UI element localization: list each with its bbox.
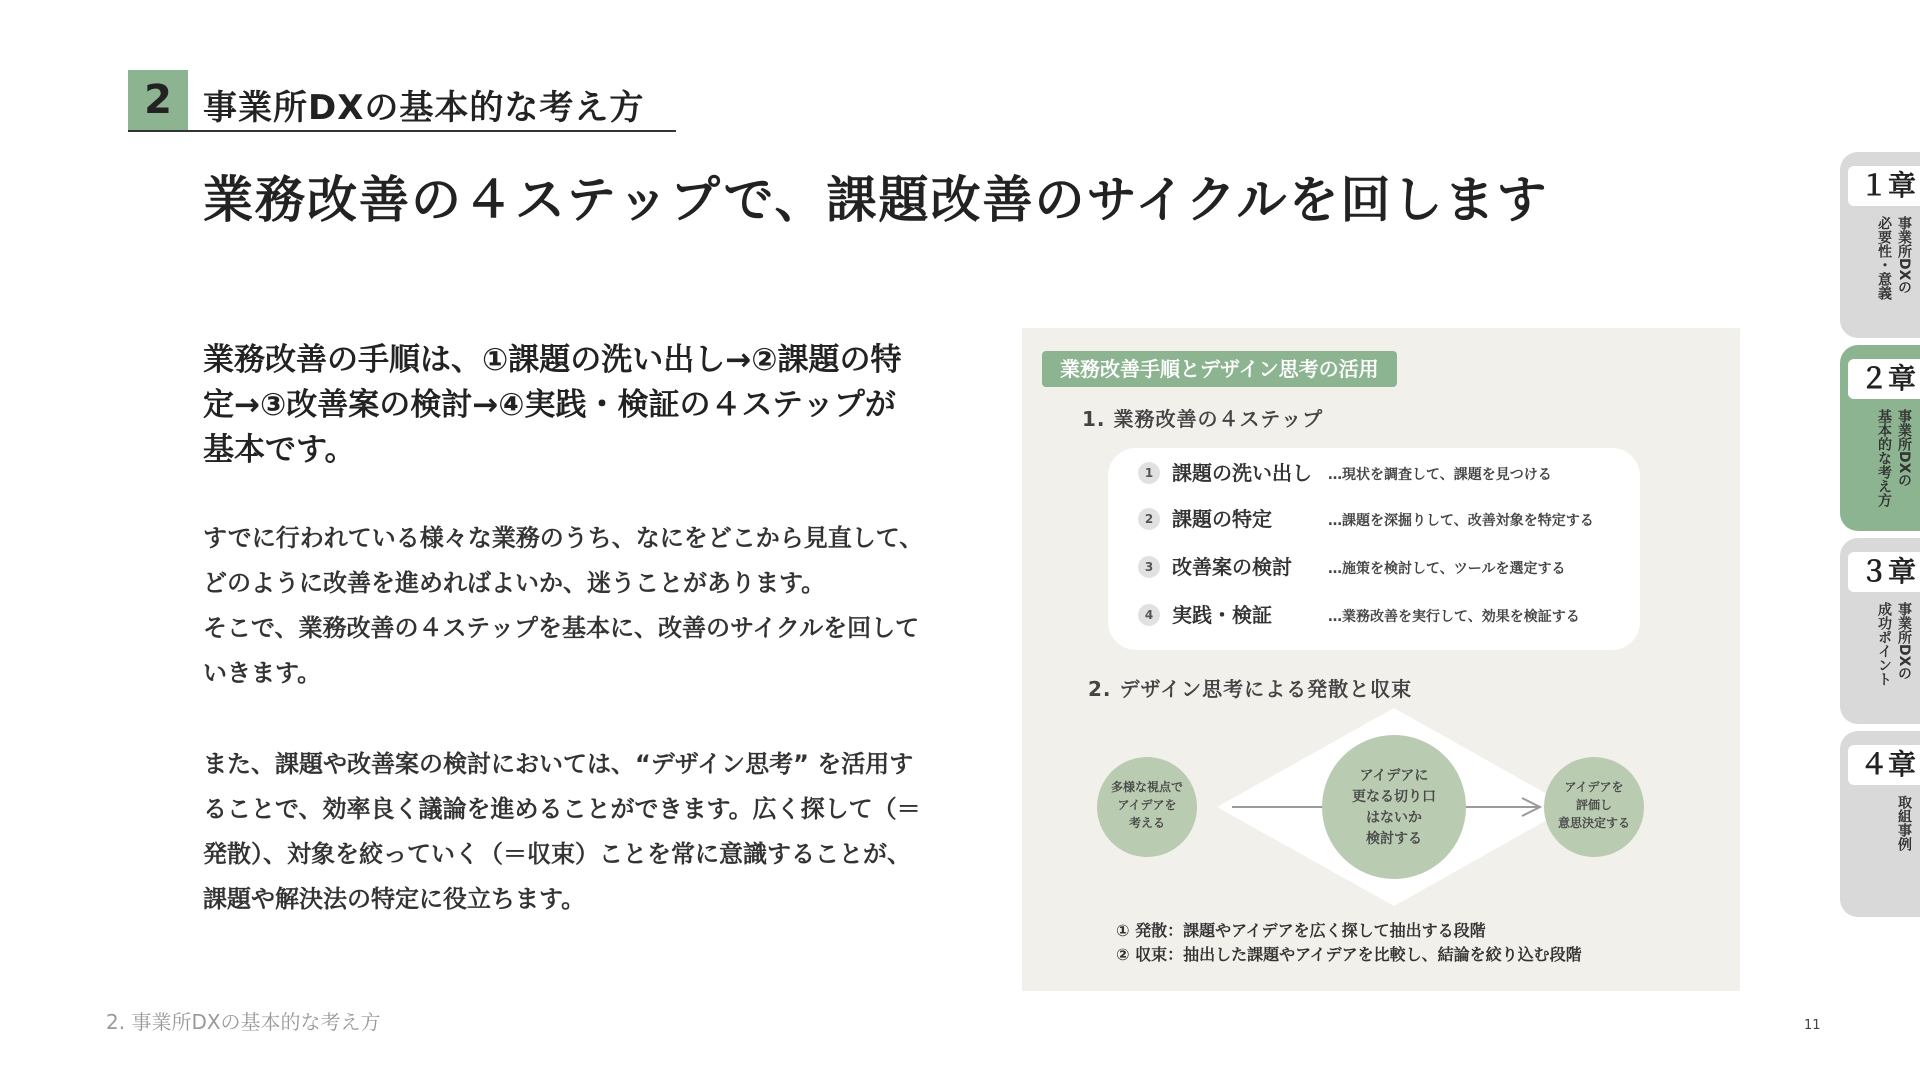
diagram-text: 検討する [1366,831,1422,847]
chapter-tab-title: 事業所DXの 基本的な考え方 [1876,409,1912,507]
chapter-tab-2[interactable] [1840,345,1920,531]
step-item [1138,504,1594,534]
chapter-tab-3[interactable] [1840,538,1920,724]
body-paragraph-2 [203,742,993,922]
legend-converge: ② 収束：抽出した課題やアイデアを比較し、結論を絞り込む段階 [1116,945,1582,964]
footer-section-label: 2. 事業所DXの基本的な考え方 [106,1010,381,1034]
step-number: 1 [1138,462,1160,484]
section-header [128,70,676,132]
chapter-tab-label: ４章 [1848,745,1920,785]
step-item [1138,600,1580,630]
chapter-tab-title: 事業所DXの 成功ポイント [1876,602,1912,686]
body-paragraph-1 [203,516,993,696]
diagram-text: はないか [1366,810,1422,826]
step-description: …業務改善を実行して、効果を検証する [1328,609,1580,625]
body-line: そこで、業務改善の４ステップを基本に、改善のサイクルを回して [203,614,920,642]
step-number: 3 [1138,556,1160,578]
step-label: 実践・検証 [1172,603,1272,627]
design-thinking-subheading: 2. デザイン思考による発散と収束 [1088,677,1413,701]
steps-subheading: 1. 業務改善の４ステップ [1082,407,1324,431]
lead-line: 業務改善の手順は、①課題の洗い出し→②課題の特 [203,342,902,378]
page-title: 業務改善の４ステップで、課題改善のサイクルを回します [203,171,1549,229]
step-description: …課題を深掘りして、改善対象を特定する [1328,513,1594,529]
step-label: 改善案の検討 [1172,555,1292,579]
step-description: …施策を検討して、ツールを選定する [1328,561,1566,577]
body-line: 課題や解決法の特定に役立ちます。 [203,885,586,913]
diagram-text: アイデアに [1359,768,1429,784]
diagram-text: アイデアを [1117,798,1177,812]
legend-diverge: ① 発散：課題やアイデアを広く探して抽出する段階 [1116,921,1486,940]
body-line: どのように改善を進めればよいか、迷うことがあります。 [203,569,826,597]
step-item [1138,552,1566,582]
lead-paragraph [203,338,983,473]
step-label: 課題の洗い出し [1172,461,1312,485]
body-line: すでに行われている様々な業務のうち、なにをどこから見直して、 [203,524,924,552]
step-description: …現状を調査して、課題を見つける [1328,467,1552,483]
step-number: 4 [1138,604,1160,626]
step-number: 2 [1138,508,1160,530]
body-line: ることで、効率良く議論を進めることができます。広く探して（＝ [203,795,921,823]
steps-box [1108,448,1640,650]
diverge-converge-diagram [1022,708,1740,908]
info-panel [1022,328,1740,991]
page-number: 11 [1804,1018,1821,1033]
section-number: 2 [128,70,188,130]
lead-line: 基本です。 [203,432,356,468]
body-line: 発散）、対象を絞っていく（＝収束）ことを常に意識することが、 [203,840,911,868]
chapter-tab-4[interactable] [1840,731,1920,917]
diagram-text: 考える [1128,816,1166,830]
explore-circle [1322,735,1466,879]
body-line: また、課題や改善案の検討においては、“デザイン思考” を活用す [203,750,914,778]
chapter-tab-label: ２章 [1848,359,1920,399]
diagram-text: 多様な視点で [1110,780,1184,794]
chapter-tab-label: ３章 [1848,552,1920,592]
diagram-text: 更なる切り口 [1352,789,1436,805]
chapter-tab-title: 取組事例 [1896,795,1912,851]
chapter-tab-label: １章 [1848,166,1920,206]
step-item [1138,458,1552,488]
diagram-text: 意思決定する [1557,816,1631,830]
diagram-text: 評価し [1575,798,1613,812]
body-line: いきます。 [203,659,322,687]
chapter-tab-1[interactable] [1840,152,1920,338]
section-title: 事業所DXの基本的な考え方 [203,88,645,128]
diagram-text: アイデアを [1564,780,1624,794]
lead-line: 定→③改善案の検討→④実践・検証の４ステップが [203,387,896,423]
step-label: 課題の特定 [1172,507,1272,531]
panel-title: 業務改善手順とデザイン思考の活用 [1042,351,1397,387]
chapter-tab-title: 事業所DXの 必要性・意義 [1876,216,1912,300]
